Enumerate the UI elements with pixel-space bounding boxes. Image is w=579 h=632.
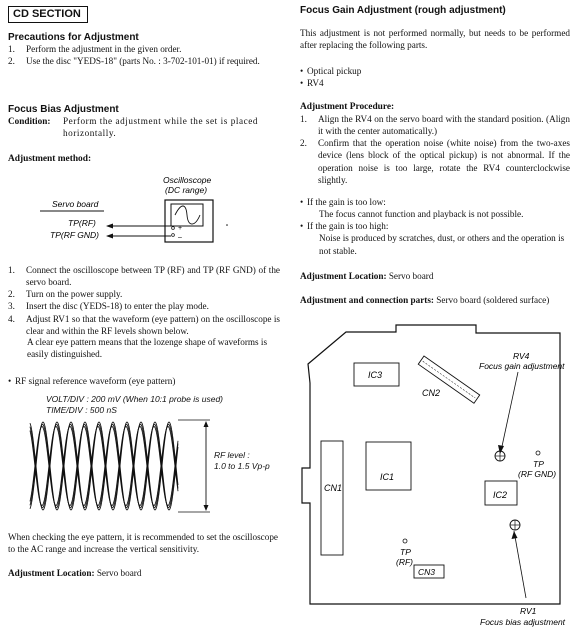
list-item: • If the gain is too low: The focus cannot function and playback is not possible. [300,196,572,220]
connection-parts: Adjustment and connection parts: Servo board (soldered surface) [300,295,550,305]
rv4-label: RV4 [513,351,530,361]
time-div-label: TIME/DIV : 500 nS [46,405,117,415]
list-item: 2. Confirm that the operation noise (white noise) from the two-axes device (lens block of the optical pickup) is not abnormal. If the operation noise is too large, rotate the RV4 counterclockwise slightly. [300,138,570,185]
list-item: 3. Insert the disc (YEDS-18) to enter the play mode. [8,301,209,312]
list-item: • Optical pickup [300,65,361,77]
list-item: 4. Adjust RV1 so that the waveform (eye pattern) on the oscilloscope is clear and within the RF levels shown below. [8,313,280,336]
arrow-icon [106,224,113,229]
gain-notes [300,196,572,257]
procedure-heading: Adjustment Procedure: [300,102,395,112]
cn2-label: CN2 [422,388,441,398]
tp-rf-gnd-label: TP(RF GND) [50,230,99,240]
list-item: 2. Use the disc "YEDS-18" (parts No. : 3-702-101-01) if required. [8,56,260,67]
arrow-icon [204,505,209,511]
ic1-chip [366,442,411,490]
list-item: • RV4 [300,77,361,89]
tp-rf-name: (RF) [396,557,413,567]
focus-gain-heading: Focus Gain Adjustment (rough adjustment) [300,5,506,16]
cn1-connector [321,441,343,555]
tp-rf-gnd-name: (RF GND) [518,469,557,479]
tp-rf-gnd-tp: TP [533,459,544,469]
minus-sign: – [178,234,182,241]
focus-bias-heading: Focus Bias Adjustment [8,104,119,115]
ic1-label: IC1 [380,472,395,482]
eye-trace [30,424,178,507]
eye-trace [30,422,178,510]
list-item: 1. Align the RV4 on the servo board with the standard position. (Align it with the center automatically.) [300,114,570,137]
oscilloscope-diagram [0,170,290,255]
rv1-caption: Focus bias adjustment [480,617,566,627]
servo-board-diagram [288,308,579,632]
dc-range-label: (DC range) [165,185,208,195]
condition-block [8,115,278,139]
eye-pattern-waveform [30,422,178,510]
oscilloscope-label: Oscilloscope [163,175,212,185]
rf-level-label: RF level : [214,450,250,460]
volt-div-label: VOLT/DIV : 200 mV (When 10:1 probe is used) [46,394,224,404]
tp-rf-gnd-point [536,451,540,455]
eye-note: When checking the eye pattern, it is recommended to set the oscilloscope to the AC range and increase the vertical sensitivity. [8,532,278,555]
list-item: 1. Connect the oscilloscope between TP (RF) and TP (RF GND) of the servo board. [8,265,280,288]
waveform-heading: • RF signal reference waveform (eye pattern) [8,375,175,387]
section-title: CD SECTION [8,6,88,23]
ic3-label: IC3 [368,370,383,380]
precautions-heading: Precautions for Adjustment [8,32,139,43]
condition-label: Condition: [8,116,51,126]
tp-rf-tp: TP [400,547,411,557]
rf-level-value: 1.0 to 1.5 Vp-p [214,461,270,471]
method-heading: Adjustment method: [8,154,92,164]
plus-sign: + [178,225,183,232]
tp-rf-point [403,539,407,543]
rv1-label: RV1 [520,606,537,616]
waveform-heading-list [8,375,175,387]
rv4-caption: Focus gain adjustment [479,361,565,371]
focus-bias-steps [8,264,280,337]
left-location: Adjustment Location: Servo board [8,568,142,578]
eye-trace [30,422,178,510]
parts-list [300,65,361,89]
condition-text: Perform the adjustment while the set is placed horizontally. [63,116,258,139]
step4-note: A clear eye pattern means that the lozenge shape of waveforms is easily distinguished. [27,337,268,360]
arrow-icon [106,234,113,239]
list-item: 2. Turn on the power supply. [8,289,123,300]
cn1-label: CN1 [324,483,343,493]
cn3-label: CN3 [418,567,436,577]
list-item: • If the gain is too high: Noise is produced by scratches, dust, or others and the operation is not stable. [300,220,572,256]
focus-gain-intro: This adjustment is not performed normally, but needs to be performed after replacing the following parts. [300,28,570,51]
right-location: Adjustment Location: Servo board [300,271,434,281]
precautions-list [8,43,280,67]
list-item: 1. Perform the adjustment in the given order. [8,44,182,54]
procedure-steps [300,113,570,186]
eye-trace [30,424,178,507]
ic2-label: IC2 [493,490,508,500]
servo-board-label: Servo board [52,199,99,209]
tp-rf-label: TP(RF) [68,218,96,228]
arrow-icon [204,421,209,427]
